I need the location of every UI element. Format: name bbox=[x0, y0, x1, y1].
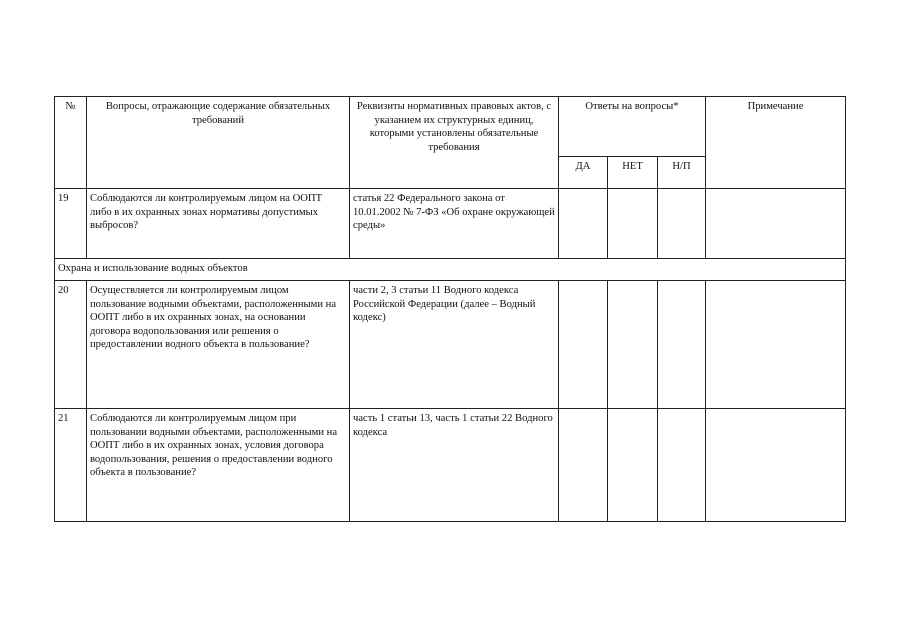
section-title: Охрана и использование водных объектов bbox=[55, 259, 846, 281]
checklist-table bbox=[54, 96, 846, 522]
answer-na-cell[interactable] bbox=[658, 281, 706, 409]
header-answer-no: НЕТ bbox=[608, 157, 658, 189]
header-answer-na: Н/П bbox=[658, 157, 706, 189]
table-row bbox=[55, 409, 846, 522]
answer-na-cell[interactable] bbox=[658, 189, 706, 259]
header-row bbox=[55, 97, 846, 157]
row-requisites: статья 22 Федерального закона от 10.01.2002 № 7-ФЗ «Об охране окружающей среды» bbox=[350, 189, 559, 259]
row-question: Соблюдаются ли контролируемым лицом при пользовании водными объектами, расположенными на ООПТ либо в их охранных зонах, условия договора водопользования, решения о предоставлении водного объекта в пользование? bbox=[87, 409, 350, 522]
note-cell[interactable] bbox=[706, 189, 846, 259]
note-cell[interactable] bbox=[706, 281, 846, 409]
answer-na-cell[interactable] bbox=[658, 409, 706, 522]
answer-no-cell[interactable] bbox=[608, 409, 658, 522]
row-number: 21 bbox=[55, 409, 87, 522]
answer-no-cell[interactable] bbox=[608, 189, 658, 259]
row-question: Соблюдаются ли контролируемым лицом на ООПТ либо в их охранных зонах нормативы допустимых выбросов? bbox=[87, 189, 350, 259]
row-number: 19 bbox=[55, 189, 87, 259]
section-row bbox=[55, 259, 846, 281]
header-answer-yes: ДА bbox=[559, 157, 608, 189]
row-number: 20 bbox=[55, 281, 87, 409]
note-cell[interactable] bbox=[706, 409, 846, 522]
answer-yes-cell[interactable] bbox=[559, 281, 608, 409]
header-requisites: Реквизиты нормативных правовых актов, с указанием их структурных единиц, которыми установлены обязательные требования bbox=[350, 97, 559, 189]
row-requisites: часть 1 статьи 13, часть 1 статьи 22 Водного кодекса bbox=[350, 409, 559, 522]
header-answers: Ответы на вопросы* bbox=[559, 97, 706, 157]
answer-yes-cell[interactable] bbox=[559, 409, 608, 522]
answer-no-cell[interactable] bbox=[608, 281, 658, 409]
header-num: № bbox=[55, 97, 87, 189]
header-questions: Вопросы, отражающие содержание обязательных требований bbox=[87, 97, 350, 189]
table-row bbox=[55, 189, 846, 259]
table-row bbox=[55, 281, 846, 409]
row-requisites: части 2, 3 статьи 11 Водного кодекса Российской Федерации (далее – Водный кодекс) bbox=[350, 281, 559, 409]
row-question: Осуществляется ли контролируемым лицом пользование водными объектами, расположенными на ООПТ либо в их охранных зонах, на основании договора водопользования или решения о предоставлении водного объекта в пользование? bbox=[87, 281, 350, 409]
header-note: Примечание bbox=[706, 97, 846, 189]
answer-yes-cell[interactable] bbox=[559, 189, 608, 259]
